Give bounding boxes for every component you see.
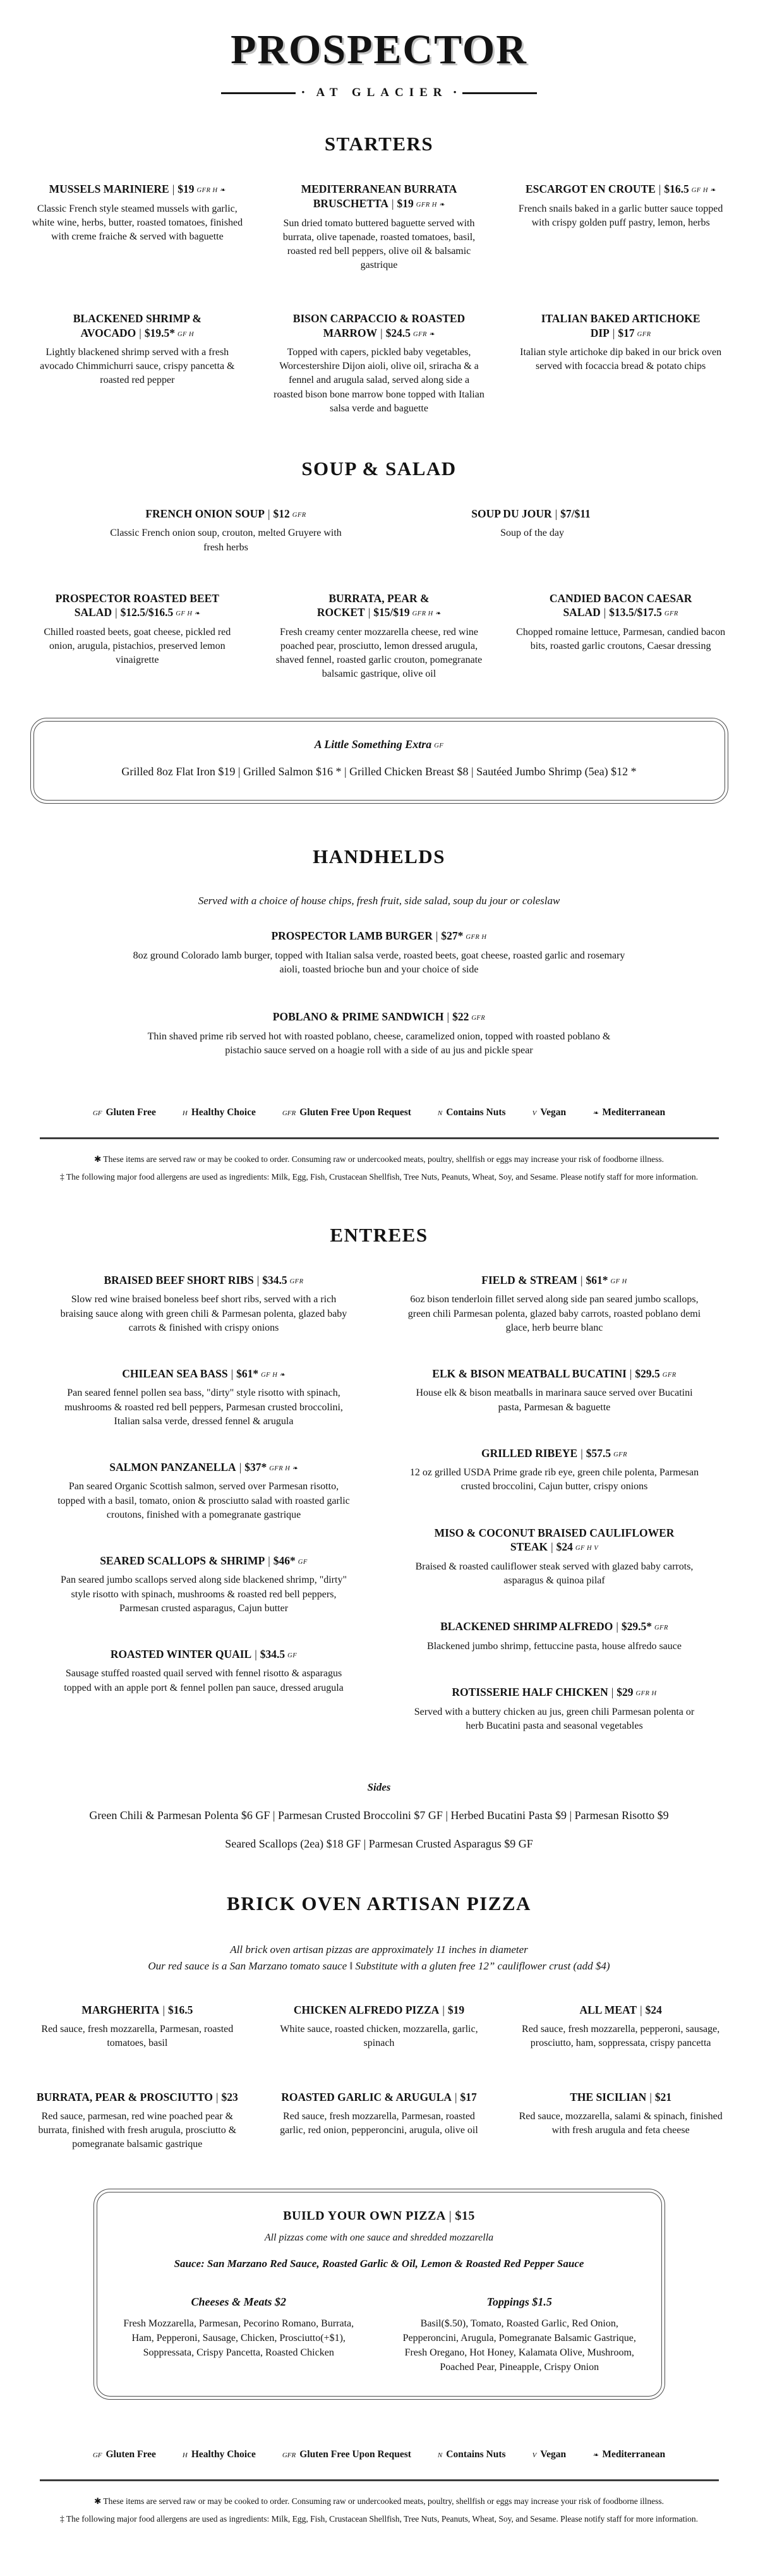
item-title: ROASTED GARLIC & ARUGULA [281,2090,452,2103]
item-title: ROTISSERIE HALF CHICKEN [452,1686,608,1699]
menu-item-poblano-prime-sandwich [133,1010,625,1058]
menu-item-burrata-bruschetta [274,182,485,272]
legend-label: Healthy Choice [191,2449,256,2460]
item-price: $29.5 [635,1367,660,1380]
handhelds-note: Served with a choice of house chips, fresh fruit, side salad, soup du jour or coleslaw [198,895,560,907]
item-price: $17 [618,326,635,339]
byop-title-text: BUILD YOUR OWN PIZZA [283,2208,446,2223]
item-title: FIELD & STREAM [481,1273,577,1286]
item-description: Sausage stuffed roasted quail served with fennel risotto & asparagus topped with an apple port & fennel pollen pan sauce, dressed arugula [64,1668,344,1693]
pipe-separator: | [231,1367,234,1380]
item-title: CANDIED BACON CAESAR SALAD [549,591,692,619]
item-name [515,591,726,620]
legend-code: GF [92,2452,102,2460]
item-price: $19 [397,197,414,210]
legend-code: V [532,1110,537,1118]
item-diet-codes: GFR H [466,934,487,941]
item-description: Red sauce, fresh mozzarella, pepperoni, sausage, prosciutto, ham, soppressata, crispy pancetta [522,2024,720,2049]
byop-cheeses-list: Fresh Mozzarella, Parmesan, Pecorino Romano, Burrata, Ham, Pepperoni, Sausage, Chicken, Prosciutto(+$1), Soppressata, Crispy Pancetta, Roasted Chicken [123,2318,354,2358]
item-title: ELK & BISON MEATBALL BUCATINI [432,1367,627,1380]
logo-rule-right [462,92,537,94]
item-diet-codes: GFR [292,511,306,519]
item-title: CHILEAN SEA BASS [122,1367,228,1380]
item-name [407,1446,701,1461]
item-diet-codes: GFR H ❧ [269,1465,298,1472]
item-name [32,591,243,620]
item-name [515,182,726,197]
menu-item-blackened-shrimp-avocado [32,311,243,416]
menu-item-cauliflower-steak [407,1526,701,1588]
item-price: $16.5 [167,2003,193,2016]
pizza-grid [32,2003,726,2152]
item-name [407,507,657,521]
item-description: Slow red wine braised boneless beef short ribs, served with a rich braising sauce along with green chili & Parmesan polenta, glazed baby carrots & finished with crispy onions [60,1294,347,1333]
allergen-footnote: ‡ The following major food allergens are used as ingredients: Milk, Egg, Fish, Crustacean Shellfish, Tree Nuts, Peanuts, Wheat, Soy, and Sesame. Please notify staff for more information. [59,1171,699,1182]
extras-title [53,738,706,751]
handhelds-list [133,929,625,1058]
item-title: BLACKENED SHRIMP ALFREDO [440,1620,613,1633]
pizza-note-sauce: Our red sauce is a San Marzano tomato sauce ‖ Substitute with a gluten free 12” cauliflower crust (add $4) [148,1960,610,1973]
pipe-separator: | [603,606,606,619]
legend-label: Vegan [540,2449,567,2460]
item-diet-codes: GFR [289,1278,304,1285]
item-diet-codes: GFR [637,330,651,338]
menu-item-caesar-salad [515,591,726,682]
diet-legend-bottom [16,2449,742,2460]
item-name [274,2090,485,2105]
item-title: ITALIAN BAKED ARTICHOKE DIP [541,311,701,339]
item-name [133,1010,625,1024]
mediterranean-leaf-icon: ❧ [593,2452,599,2460]
item-diet-codes: GFR H ❧ [196,187,226,194]
item-diet-codes: GFR H [635,1690,657,1698]
extras-title-text: A Little Something Extra [314,738,432,751]
item-name [274,182,485,211]
legend-label: Contains Nuts [446,1107,506,1118]
item-price: $17 [460,2090,477,2103]
item-price: $21 [654,2090,672,2103]
item-description: Pan seared Organic Scottish salmon, served over Parmesan risotto, topped with a basil, tomato, onion & prosciutto salad with roasted garlic croutons, finished with a pomegranate gastrique [57,1481,350,1520]
mediterranean-leaf-icon: ❧ [593,1110,599,1118]
item-price: $29 [617,1686,634,1699]
item-price: $16.5 [664,183,689,195]
item-title: SALMON PANZANELLA [109,1460,236,1473]
item-name [133,929,625,943]
item-name [57,1367,351,1381]
byop-sauce-line: Sauce: San Marzano Red Sauce, Roasted Garlic & Oil, Lemon & Roasted Red Pepper Sauce [174,2257,584,2270]
menu-item-burrata-pear-rocket [274,591,485,682]
item-description: Topped with capers, pickled baby vegetables, Worcestershire Dijon aioli, olive oil, sriracha & a fennel and arugula salad, served along side a roasted bison bone marrow bone topped with Italian salsa verde and baguette [274,347,484,414]
item-description: Pan seared jumbo scallops served along side blackened shrimp, "dirty" style risotto with spinach, mushrooms & roasted red bell peppers, Parmesan crusted asparagus, Cajun butter [61,1575,347,1614]
item-name [515,2003,726,2017]
extras-box-inner [33,721,725,801]
item-title: THE SICILIAN [570,2090,647,2103]
legend-healthy-choice [183,2449,256,2460]
byop-cheeses-column [116,2295,362,2375]
item-diet-codes: GF H [177,330,195,338]
pipe-separator: | [551,1540,553,1554]
starters-grid [32,182,726,416]
menu-item-artichoke-dip [515,311,726,416]
legend-gluten-free [93,2449,156,2460]
item-description: Thin shaved prime rib served hot with roasted poblano, cheese, caramelized onion, topped with roasted poblano & pistachio sauce served on a hoagie roll with a side of au jus and pickle spear [147,1031,611,1056]
item-name [515,2090,726,2105]
item-price: $27* [441,929,464,943]
item-name [274,311,485,341]
legend-label: Gluten Free [105,2449,156,2460]
pipe-separator: | [611,1686,614,1699]
pizza-heading: BRICK OVEN ARTISAN PIZZA [227,1892,531,1914]
item-price: $24.5 [385,326,411,339]
menu-item-escargot [515,182,726,272]
item-price: $57.5 [586,1446,611,1460]
item-diet-codes: GF H ❧ [176,610,200,618]
menu-item-grilled-ribeye [407,1446,701,1494]
item-title: MUSSELS MARINIERE [49,183,169,195]
legend-label: Mediterranean [602,1107,666,1118]
item-description: Sun dried tomato buttered baguette served with burrata, olive tapenade, roasted tomatoes, basil, roasted red bell peppers, olive oil & balsamic gastrique [282,217,476,270]
legend-vegan [532,2449,567,2460]
item-title: MARGHERITA [81,2003,160,2016]
item-name [274,2003,485,2017]
legend-gfr [282,1107,411,1118]
byop-box-inner [97,2192,662,2397]
legend-code: N [437,1110,443,1118]
item-price: $15/$19 [373,606,410,619]
item-price: $22 [452,1010,469,1024]
item-title: FRENCH ONION SOUP [145,507,265,520]
menu-item-french-onion-soup [101,507,351,555]
item-diet-codes: GF [298,1558,308,1566]
legend-code: GF [92,1110,102,1118]
item-name [57,1647,351,1662]
pipe-separator: | [580,1273,583,1286]
item-price: $24 [645,2003,662,2016]
item-title: PROSPECTOR LAMB BURGER [271,929,433,943]
legend-code: V [532,2452,537,2460]
sides-line-2: Seared Scallops (2ea) $18 GF | Parmesan Crusted Asparagus $9 GF [225,1837,533,1850]
item-diet-codes: GF H V [575,1545,599,1552]
allergen-footnote-bottom: ‡ The following major food allergens are used as ingredients: Milk, Egg, Fish, Crustacean Shellfish, Tree Nuts, Peanuts, Wheat, Soy, and Sesame. Please notify staff for more information. [59,2513,699,2524]
pipe-separator: | [640,2003,642,2016]
item-price: $24 [556,1540,573,1554]
pipe-separator: | [215,2090,219,2103]
byop-toppings-column [397,2295,642,2375]
item-price: $46* [273,1554,296,1567]
item-diet-codes: GFR [613,1451,627,1458]
legend-contains-nuts [438,2449,506,2460]
menu-item-all-meat [515,2003,726,2051]
item-title: GRILLED RIBEYE [481,1446,578,1460]
item-name [57,1554,351,1568]
item-diet-codes: GF H ❧ [261,1371,286,1379]
pipe-separator: | [555,507,558,520]
salads-grid [32,591,726,682]
item-price: $13.5/$17.5 [609,606,662,619]
item-title: PROSPECTOR ROASTED BEET SALAD [55,591,219,619]
byop-price: $15 [455,2208,475,2223]
item-title: ROASTED WINTER QUAIL [110,1647,252,1660]
pipe-separator: | [162,2003,165,2016]
item-description: Soup of the day [500,528,564,539]
pipe-separator: | [267,507,270,520]
item-name [407,1273,701,1288]
menu-item-field-and-stream [407,1273,701,1335]
menu-item-blackened-shrimp-alfredo [407,1619,701,1654]
legend-gfr [282,2449,411,2460]
legend-gluten-free [93,1107,156,1118]
item-title: MEDITERRANEAN BURRATA BRUSCHETTA [301,183,457,210]
raw-footnote: ✱ These items are served raw or may be cooked to order. Consuming raw or undercooked meats, poultry, shellfish or eggs may increase your risk of foodborne illness. [93,1154,665,1164]
item-name [32,182,243,197]
item-price: $61* [236,1367,259,1380]
sides-heading: Sides [367,1781,391,1793]
build-your-own-pizza-box [93,2189,665,2400]
pipe-separator: | [448,2208,452,2223]
entrees-left-column [57,1273,351,1727]
item-title: SEARED SCALLOPS & SHRIMP [100,1554,265,1567]
item-description: 12 oz grilled USDA Prime grade rib eye, green chile polenta, Parmesan crusted broccolini, Cajun butter, crispy onions [409,1467,699,1492]
item-title: BRAISED BEEF SHORT RIBS [104,1273,254,1286]
item-name [407,1685,701,1700]
pipe-separator: | [612,326,615,339]
item-title: SOUP DU JOUR [471,507,552,520]
item-price: $19 [177,183,195,195]
item-description: French snails baked in a garlic butter sauce topped with crispy golden puff pastry, lemon, herbs [518,203,723,228]
extras-box [30,718,728,804]
diet-legend [16,1107,742,1118]
entrees-heading: ENTREES [330,1223,428,1246]
item-description: 6oz bison tenderloin fillet served along side pan seared jumbo scallops, green chili Parmesan polenta, glazed baby carrots, roasted poblano demi glace, herb beurre blanc [407,1294,701,1333]
pipe-separator: | [616,1620,618,1633]
item-name [57,1460,351,1475]
item-price: $23 [221,2090,238,2103]
menu-item-margherita [32,2003,243,2051]
menu-item-burrata-pear-prosciutto-pizza [32,2090,243,2152]
pipe-separator: | [268,1554,270,1567]
item-title: BURRATA, PEAR & ROCKET [316,591,430,619]
byop-toppings-title: Toppings $1.5 [486,2295,552,2308]
item-diet-codes: GF [287,1652,298,1659]
legend-label: Mediterranean [602,2449,666,2460]
item-description: Classic French style steamed mussels with garlic, white wine, herbs, butter, roasted tomatoes, finished with creme fraiche & served with baguette [32,203,243,242]
logo-dot-right: • [453,87,457,98]
item-price: $19 [447,2003,465,2016]
pipe-separator: | [391,197,394,210]
item-description: Braised & roasted cauliflower steak served with glazed baby carrots, asparagus & quinoa pilaf [415,1561,694,1587]
item-title: BURRATA, PEAR & PROSCIUTTO [36,2090,213,2103]
item-description: 8oz ground Colorado lamb burger, topped with Italian salsa verde, roasted beets, goat cheese, roasted garlic and rosemary aioli, toasted brioche bun and your choice of side [133,950,625,976]
soup-salad-heading: SOUP & SALAD [301,457,457,480]
pipe-separator: | [115,606,117,619]
item-price: $37* [244,1460,267,1473]
menu-item-salmon-panzanella [57,1460,351,1522]
pipe-separator: | [629,1367,632,1380]
menu-item-roasted-beet-salad [32,591,243,682]
entrees-right-column [407,1273,701,1765]
item-name [101,507,351,521]
logo-title: PROSPECTOR [231,27,527,73]
pipe-separator: | [442,2003,445,2016]
item-name [32,2003,243,2017]
extras-items-line: Grilled 8oz Flat Iron $19 | Grilled Salmon $16 * | Grilled Chicken Breast $8 | Sautéed Jumbo Shrimp (5ea) $12 * [121,765,637,778]
menu-item-rotisserie-half-chicken [407,1685,701,1733]
item-description: Red sauce, parmesan, red wine poached pear & burrata, finished with fresh arugula, prosciutto & pomegranate balsamic gastrique [38,2111,237,2150]
item-diet-codes: GFR [471,1015,486,1022]
item-description: Italian style artichoke dip baked in our brick oven served with focaccia bread & potato chips [520,347,722,372]
byop-cheeses-title: Cheeses & Meats $2 [191,2295,286,2308]
item-diet-codes: GFR [662,1371,677,1379]
byop-note: All pizzas come with one sauce and shredded mozzarella [264,2232,494,2243]
legend-vegan [532,1107,567,1118]
item-name [515,311,726,341]
menu-item-seared-scallops-shrimp [57,1554,351,1616]
legend-mediterranean [593,1107,665,1118]
pipe-separator: | [256,1273,260,1286]
item-diet-codes: GFR ❧ [413,330,435,338]
starters-heading: STARTERS [324,133,434,155]
pipe-separator: | [581,1446,583,1460]
legend-label: Contains Nuts [446,2449,506,2460]
menu-item-chilean-sea-bass [57,1367,351,1429]
pipe-separator: | [447,1010,450,1024]
item-price: $34.5 [260,1647,286,1660]
soups-grid [101,507,657,555]
legend-code: GFR [282,1110,296,1118]
pipe-separator: | [649,2090,652,2103]
legend-label: Vegan [540,1107,567,1118]
item-name [274,591,485,620]
item-description: White sauce, roasted chicken, mozzarella, garlic, spinach [280,2024,478,2049]
pizza-notes [16,1942,742,1975]
item-description: Chopped romaine lettuce, Parmesan, candied bacon bits, roasted garlic croutons, Caesar dressing [516,627,726,652]
legend-code: GFR [282,2452,296,2460]
legend-contains-nuts [438,1107,506,1118]
menu-item-roasted-garlic-arugula-pizza [274,2090,485,2152]
menu-item-the-sicilian [515,2090,726,2152]
item-name [32,2090,243,2105]
section-divider [40,1137,719,1139]
legend-mediterranean [593,2449,665,2460]
byop-title [116,2209,642,2223]
legend-code: H [182,2452,188,2460]
pizza-note-size: All brick oven artisan pizzas are approximately 11 inches in diameter [230,1943,528,1956]
item-diet-codes: GFR [654,1624,668,1632]
menu-item-elk-bison-bucatini [407,1367,701,1415]
item-title: CHICKEN ALFREDO PIZZA [293,2003,440,2016]
menu-item-roasted-winter-quail [57,1647,351,1695]
item-price: $12.5/$16.5 [120,606,174,619]
legend-code: N [437,2452,443,2460]
item-description: Blackened jumbo shrimp, fettuccine pasta, house alfredo sauce [427,1640,682,1652]
legend-label: Gluten Free Upon Request [299,1107,411,1118]
item-title: ALL MEAT [579,2003,637,2016]
item-price: $7/$11 [560,507,591,520]
item-name [57,1273,351,1288]
item-description: Fresh creamy center mozzarella cheese, red wine poached pear, prosciutto, lemon dressed arugula, shaved fennel, roasted garlic crouton, pomegranate balsamic gastrique, olive oil [275,627,483,680]
pipe-separator: | [658,183,661,195]
item-diet-codes: GFR H ❧ [412,610,442,618]
restaurant-logo [16,29,742,100]
menu-page [16,0,742,2576]
item-price: $34.5 [262,1273,287,1286]
menu-item-braised-short-ribs [57,1273,351,1335]
item-description: Classic French onion soup, crouton, melted Gruyere with fresh herbs [110,528,342,553]
item-price: $19.5* [144,326,175,339]
item-description: Red sauce, fresh mozzarella, Parmesan, roasted tomatoes, basil [41,2024,234,2049]
item-diet-codes: GF H [610,1278,627,1285]
item-description: Chilled roasted beets, goat cheese, pickled red onion, arugula, pistachios, preserved lemon vinaigrette [44,627,231,666]
legend-label: Healthy Choice [191,1107,256,1118]
entrees-columns [57,1273,701,1765]
legend-code: H [182,1110,188,1118]
item-description: Served with a buttery chicken au jus, green chili Parmesan polenta or herb Bucatini pasta and seasonal vegetables [414,1706,695,1731]
menu-item-bison-carpaccio [274,311,485,416]
section-divider-bottom [40,2479,719,2481]
menu-item-mussels-mariniere [32,182,243,272]
legend-healthy-choice [183,1107,256,1118]
menu-item-lamb-burger [133,929,625,977]
item-title: MISO & COCONUT BRAISED CAULIFLOWER STEAK [434,1526,675,1554]
item-name [32,311,243,341]
logo-dot-left: • [301,87,305,98]
extras-diet-code: GF [434,742,444,750]
legend-label: Gluten Free Upon Request [299,2449,411,2460]
item-title: BLACKENED SHRIMP & AVOCADO [73,311,202,339]
pipe-separator: | [368,606,371,619]
item-title: POBLANO & PRIME SANDWICH [272,1010,444,1024]
item-price: $61* [586,1273,608,1286]
pipe-separator: | [380,326,383,339]
pipe-separator: | [435,929,438,943]
pipe-separator: | [239,1460,242,1473]
handhelds-heading: HANDHELDS [313,845,445,868]
legend-label: Gluten Free [105,1107,156,1118]
sides-line-1: Green Chili & Parmesan Polenta $6 GF | Parmesan Crusted Broccolini $7 GF | Herbed Bucatini Pasta $9 | Parmesan Risotto $9 [89,1808,669,1822]
pipe-separator: | [172,183,175,195]
logo-subtitle-row [16,86,742,100]
pipe-separator: | [455,2090,457,2103]
item-description: Red sauce, mozzarella, salami & spinach, finished with fresh arugula and feta cheese [519,2111,723,2136]
item-description: Pan seared fennel pollen sea bass, "dirty" style risotto with spinach, mushrooms & roasted red bell peppers, Parmesan crusted broccolini, Italian salsa verde, dressed fennel & arugula [64,1388,343,1427]
menu-item-soup-du-jour [407,507,657,555]
item-price: $12 [273,507,290,520]
item-diet-codes: GFR H ❧ [416,201,445,209]
pipe-separator: | [139,326,141,339]
item-diet-codes: GF H ❧ [691,187,716,194]
item-name [407,1367,701,1381]
pipe-separator: | [255,1647,257,1660]
item-description: House elk & bison meatballs in marinara sauce served over Bucatini pasta, Parmesan & baguette [416,1388,693,1413]
byop-columns [116,2295,642,2375]
logo-rule-left [221,92,296,94]
item-price: $29.5* [621,1620,652,1633]
menu-item-chicken-alfredo-pizza [274,2003,485,2051]
item-description: Lightly blackened shrimp served with a fresh avocado Chimmichurri sauce, crispy pancetta & roasted red pepper [40,347,235,386]
item-diet-codes: GFR [664,610,678,618]
item-name [407,1526,701,1555]
byop-toppings-list: Basil($.50), Tomato, Roasted Garlic, Red Onion, Pepperoncini, Arugula, Pomegranate Balsamic Gastrique, Fresh Oregano, Hot Honey, Kalamata Olive, Mushroom, Poached Pear, Pineapple, Crispy Onion [402,2318,636,2373]
logo-subtitle: AT GLACIER [316,86,448,99]
item-description: Red sauce, fresh mozzarella, Parmesan, roasted garlic, red onion, pepperoncini, arugula, olive oil [280,2111,478,2136]
item-name [407,1619,701,1634]
raw-footnote-bottom: ✱ These items are served raw or may be cooked to order. Consuming raw or undercooked meats, poultry, shellfish or eggs may increase your risk of foodborne illness. [93,2496,665,2506]
item-title: BISON CARPACCIO & ROASTED MARROW [292,311,466,339]
item-title: ESCARGOT EN CROUTE [525,183,656,195]
